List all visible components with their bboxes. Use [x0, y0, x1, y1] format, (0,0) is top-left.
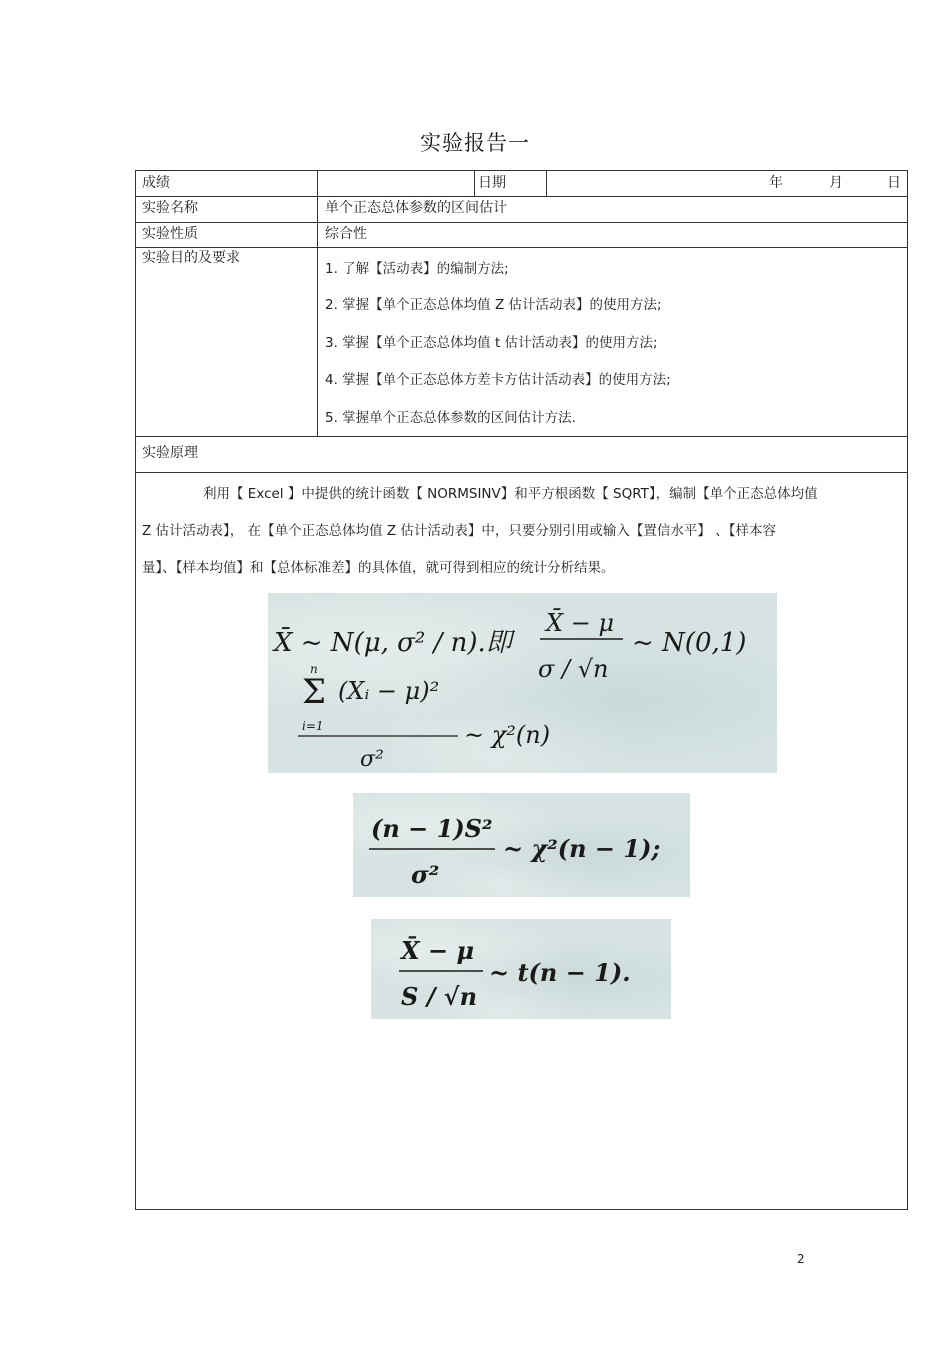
principle-line: 量】、【样本均值】和【总体标准差】的具体值，就可得到相应的统计分析结果。: [142, 560, 615, 576]
column-divider: [546, 171, 547, 196]
row-divider: [136, 436, 907, 437]
formula-1-frac-den: σ / √n: [538, 655, 609, 683]
formula-1-rhs: ~ N(0,1): [632, 628, 747, 658]
purpose-item: 3. 掌握【单个正态总体均值 t 估计活动表】的使用方法;: [325, 335, 658, 351]
formula-2-den: σ²: [411, 860, 440, 889]
year-label: 年: [769, 175, 783, 191]
row-divider: [136, 196, 907, 197]
sigma-sum-symbol: Σ: [302, 672, 327, 712]
purpose-label: 实验目的及要求: [142, 250, 240, 266]
principle-line: 利用【 Excel 】中提供的统计函数【 NORMSINV】和平方根函数【 SQRT】，编制【单个正态总体均值: [203, 486, 818, 502]
grade-label: 成绩: [142, 175, 170, 191]
formula-t-statistic: [371, 919, 671, 1019]
row-divider: [136, 472, 907, 473]
principle-line: Z 估计活动表】， 在【单个正态总体均值 Z 估计活动表】中，只要分别引用或输入【置信水平】 、【样本容: [142, 523, 776, 539]
experiment-name-label: 实验名称: [142, 200, 198, 216]
formula-2-num: (n − 1)S²: [371, 814, 493, 843]
purpose-item: 5. 掌握单个正态总体参数的区间估计方法.: [325, 410, 576, 426]
column-divider: [474, 171, 475, 196]
experiment-nature-label: 实验性质: [142, 226, 198, 242]
date-label: 日期: [478, 175, 506, 191]
formula-sample-variance-chi-square: [353, 793, 690, 897]
formula-2-rhs: ~ χ²(n − 1);: [503, 834, 661, 863]
formula-1-lhs: X̄ ~ N(μ, σ² / n).即: [274, 628, 512, 658]
row-divider: [136, 222, 907, 223]
day-label: 日: [887, 175, 901, 191]
formula-1-den: σ²: [360, 747, 384, 772]
page-number: 2: [797, 1252, 805, 1266]
principle-label: 实验原理: [142, 445, 198, 461]
formula-1-sum-upper: n: [310, 662, 318, 676]
formula-1-sum-term: (Xᵢ − μ)²: [338, 677, 440, 705]
formula-3-rhs: ~ t(n − 1).: [489, 958, 631, 987]
purpose-item: 4. 掌握【单个正态总体方差卡方估计活动表】的使用方法;: [325, 372, 671, 388]
month-label: 月: [829, 175, 843, 191]
formula-3-den: S / √n: [401, 982, 478, 1011]
experiment-nature-value: 综合性: [325, 226, 367, 242]
column-divider: [317, 171, 318, 436]
formula-1-sum-lower: i=1: [302, 719, 324, 733]
formula-sample-mean-distribution: [268, 593, 777, 773]
formula-1-frac-num: X̄ − μ: [546, 609, 615, 637]
page-title: 实验报告一: [420, 131, 530, 155]
purpose-item: 1. 了解【活动表】的编制方法;: [325, 261, 509, 277]
purpose-item: 2. 掌握【单个正态总体均值 Z 估计活动表】的使用方法;: [325, 297, 662, 313]
row-divider: [136, 247, 907, 248]
formula-3-num: X̄ − μ: [401, 936, 475, 965]
experiment-name-value: 单个正态总体参数的区间估计: [325, 200, 507, 216]
formula-1-chi-rhs: ~ χ²(n): [464, 721, 551, 749]
